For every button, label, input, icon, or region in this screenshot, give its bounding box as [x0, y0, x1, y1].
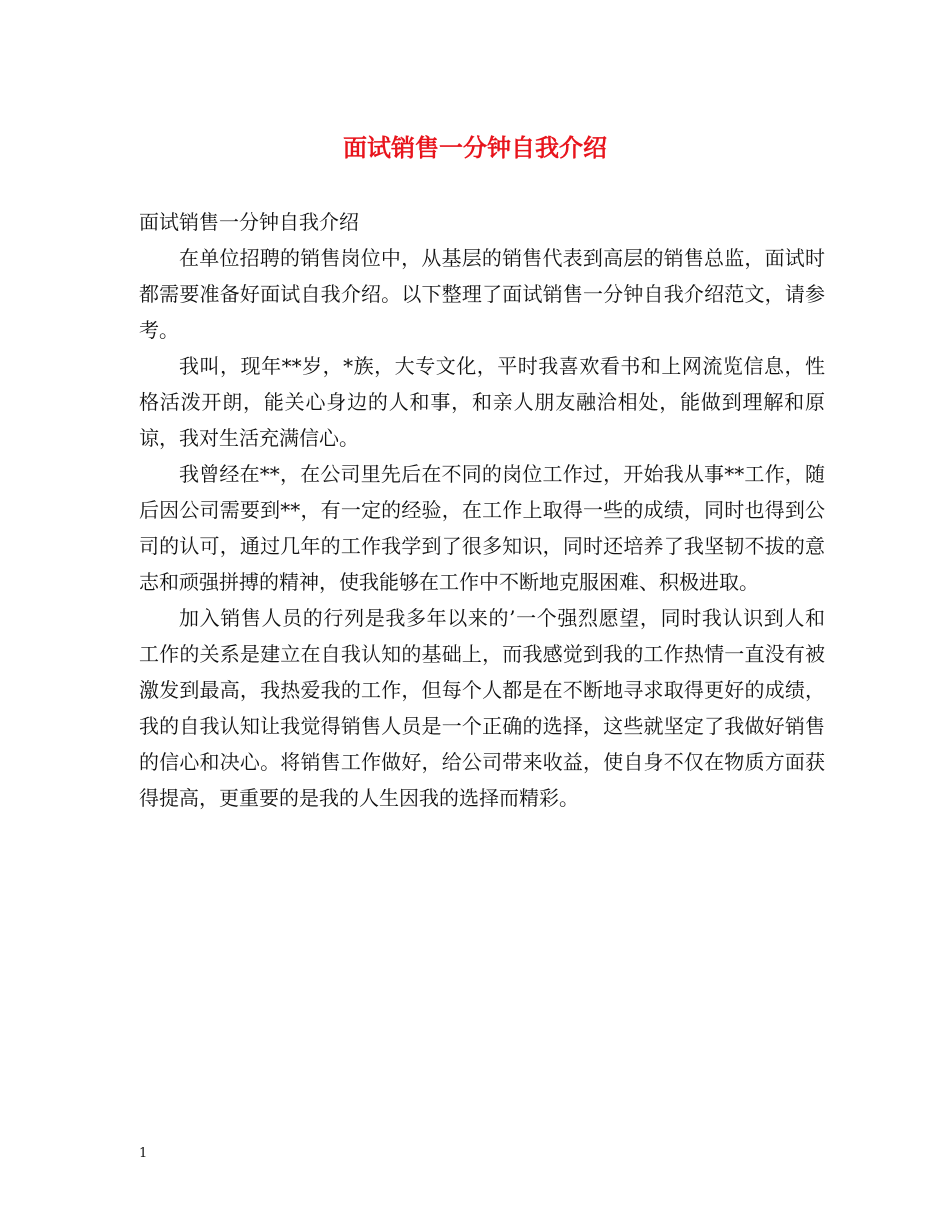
paragraph-motivation: 加入销售人员的行列是我多年以来的’一个强烈愿望，同时我认识到人和工作的关系是建立在自我认知的基础上，而我感觉到我的工作热情一直没有被激发到最高，我热爱我的工作，但每个人都是在不断地寻求取得更好的成绩，我的自我认知让我觉得销售人员是一个正确的选择，这些就坚定了我做好销售的信心和决心。将销售工作做好，给公司带来收益，使自身不仅在物质方面获得提高，更重要的是我的人生因我的选择而精彩。 — [139, 606, 825, 810]
paragraph-experience: 我曾经在**，在公司里先后在不同的岗位工作过，开始我从事**工作，随后因公司需要到**，有一定的经验，在工作上取得一些的成绩，同时也得到公司的认可，通过几年的工作我学到了很多知识，同时还培养了我坚韧不拔的意志和顽强拼搏的精神，使我能够在工作中不断地克服困难、积极进取。 — [139, 462, 825, 594]
document-title: 面试销售一分钟自我介绍 — [343, 133, 607, 162]
document-subtitle: 面试销售一分钟自我介绍 — [139, 210, 359, 234]
paragraph-personal: 我叫，现年**岁，*族，大专文化，平时我喜欢看书和上网流览信息，性格活泼开朗，能关心身边的人和事，和亲人朋友融洽相处，能做到理解和原谅，我对生活充满信心。 — [139, 354, 825, 450]
document-body — [139, 204, 825, 816]
page-number: 1 — [139, 1146, 148, 1161]
paragraph-intro: 在单位招聘的销售岗位中，从基层的销售代表到高层的销售总监，面试时都需要准备好面试自我介绍。以下整理了面试销售一分钟自我介绍范文，请参考。 — [139, 246, 825, 342]
